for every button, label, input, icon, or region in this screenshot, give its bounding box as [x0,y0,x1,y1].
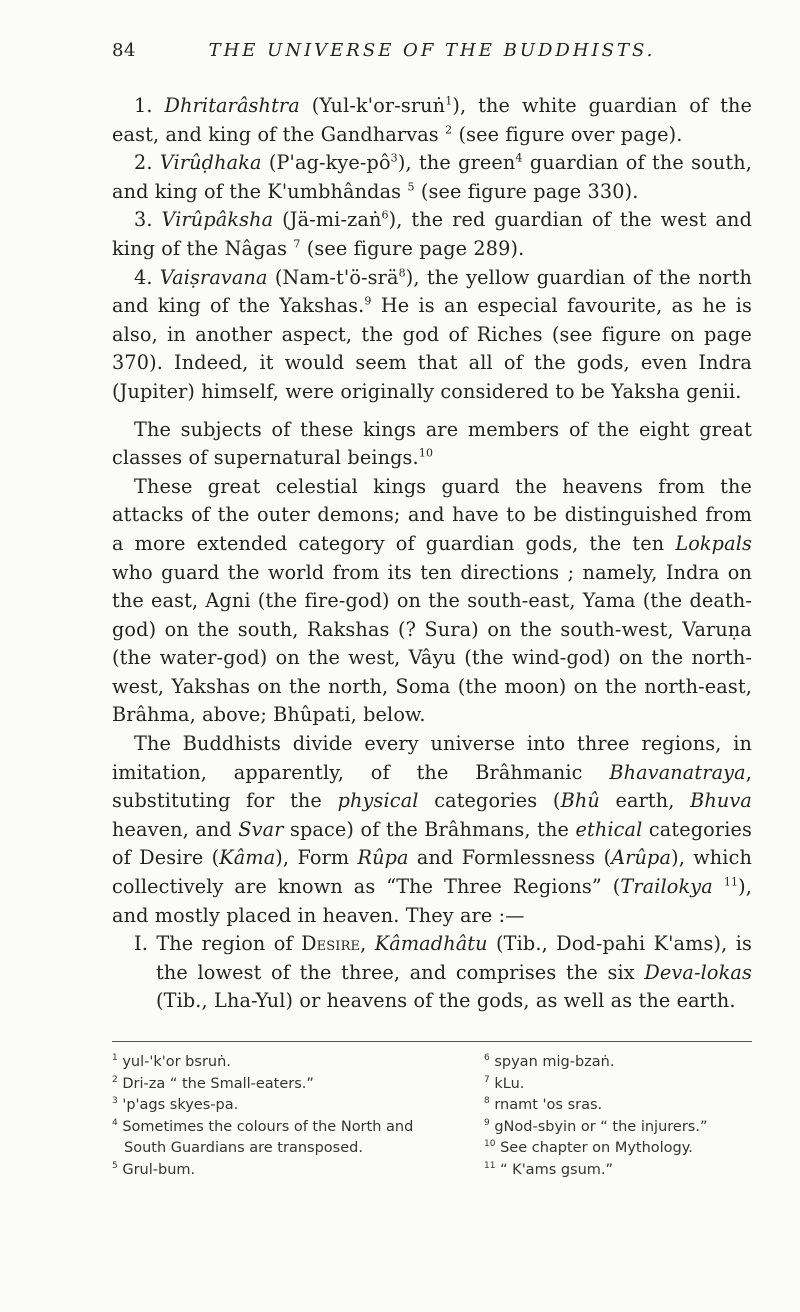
footnote-number: 10 [484,1139,496,1150]
footnote-divider [112,1041,752,1042]
paragraph-text: ), and mostly placed in heaven. They are :— [112,875,753,927]
footnote-number: 3 [112,1096,118,1107]
item-number: 4. [134,265,153,289]
term-kama: Kâma [219,846,276,870]
paragraph-text: who guard the world from its ten directions ; namely, Indra on the east, Agni (the fire-god) on the south-east, Yama (the death-god) on the south, Rakshas (? Sura) on the south-west, Varuṇa (the water-god) on the west, Vâyu (the wind-god) on the north-west, Yakshas on the north, Soma (the moon) on the north-east, Brâhma, above; Bhûpati, below. [112,560,752,727]
paragraph-text: , substituting for the [112,760,752,813]
footnote-text: gNod-sbyin or “ the injurers.” [494,1118,708,1135]
term-kamadhatu: Kâmadhâtu [374,932,488,956]
paragraph-text: The Buddhists divide every universe into three regions, in imitation, apparently, of the Brâhmanic [112,732,752,784]
item-text: ), the green [397,151,516,175]
footnote [112,1052,442,1074]
footnote-text: rnamt 'os sras. [494,1097,603,1113]
term-arupa: Arûpa [611,846,672,870]
paragraph-text: ), Form [275,846,358,870]
paragraph-text: ), which collectively are known as “The Three Regions” ( [112,846,752,899]
king-name: Virûpâksha [161,208,274,232]
item-text: ), the red guardian of the west and king of the Nâgas [112,208,753,260]
footnote [484,1095,752,1117]
item-text: (Jä-mi-zaṅ [273,208,382,232]
footnotes-right-column [484,1052,752,1181]
list-item-virudhaka [112,149,752,206]
footnote-ref: 11 [723,875,739,889]
footnote [112,1074,442,1096]
term-svar: Svar [238,817,284,841]
paragraph-subjects [112,416,752,473]
item-number: 1. [134,94,153,117]
footnote-text: Dri-za “ the Small-eaters.” [122,1075,314,1092]
footnote-number: 11 [484,1160,496,1171]
footnote-ref: 8 [398,266,406,280]
item-number: 3. [134,208,153,232]
page-header [112,40,752,68]
footnote-number: 6 [484,1053,490,1064]
footnote [484,1052,752,1074]
footnote-number: 7 [484,1074,490,1085]
king-name: Vaiṣravana [159,265,268,289]
footnote-number: 5 [112,1160,118,1171]
footnote-ref: 2 [445,123,453,137]
footnote [484,1074,752,1096]
paragraph-text: The region of [147,932,302,956]
term-bhavanatraya: Bhavanatraya [609,760,746,784]
item-text: (see figure page 330). [414,179,639,203]
paragraph-text: earth, [599,789,691,813]
footnote-number: 9 [484,1117,490,1128]
footnote-ref: 4 [515,151,523,165]
paragraph-text: categories of Desire ( [112,817,752,870]
item-text: ), the white guardian of the east, and king of the Gandharvas [112,94,753,146]
footnote [112,1117,442,1160]
item-text: (Yul-k'or-sruṅ [299,94,446,117]
king-name: Virûḍhaka [159,151,262,175]
paragraph-text: , [360,932,375,956]
item-text: ), the yellow guardian of the north and king of the Yakshas. [112,265,752,318]
term-lokpals: Lokpals [675,531,752,555]
body-text [112,92,752,1016]
item-text: (see figure over page). [452,122,683,146]
footnote-ref: 10 [418,446,434,460]
footnote [484,1160,752,1182]
paragraph-text: (Tib., Dod-pahi K'ams), is the lowest of the three, and comprises the six [156,932,752,984]
page-number: 84 [112,40,136,61]
footnote [112,1095,442,1117]
item-text: (P'ag-kye-pô [261,151,391,175]
footnote-ref: 5 [407,180,415,194]
paragraph-text: (Tib., Lha-Yul) or heavens of the gods, as well as the earth. [156,989,736,1013]
footnotes-left-column [112,1052,442,1181]
footnote-text: Sometimes the colours of the North and South Guardians are transposed. [122,1118,414,1156]
footnote-ref: 9 [364,294,372,308]
item-text: (Nam-t'ö-srä [267,265,399,289]
footnote-text: See chapter on Mythology. [500,1140,693,1156]
footnote-ref: 1 [445,94,453,108]
term-bhu: Bhû [560,789,600,813]
term-physical: physical [337,789,419,813]
footnote-text: yul-'k'or bsruṅ. [122,1054,231,1070]
footnote-text: Grul-bum. [122,1161,196,1178]
term-bhuva: Bhuva [690,789,752,813]
item-text: (see figure page 289). [300,236,525,260]
paragraph-celestial-kings [112,473,752,730]
footnote-ref: 6 [381,208,389,222]
list-item-dhritarashtra [112,92,752,149]
region-one-desire [112,930,752,1016]
item-text: He is an especial favourite, as he is also, in another aspect, the god of Riches (see figure on page 370). Indeed, it would seem that all of the gods, even Indra (Jupiter) himself, were originally considered to be Yaksha genii. [112,294,752,403]
item-number: 2. [134,151,153,175]
paragraph-text: categories ( [418,789,561,813]
footnote-number: 2 [112,1074,118,1085]
footnote-text: kLu. [494,1075,525,1092]
list-item-vaisravana [112,264,752,407]
paragraph-three-regions [112,730,752,930]
footnote-number: 1 [112,1053,118,1064]
king-name: Dhritarâshtra [164,94,300,117]
term-devalokas: Deva-lokas [644,960,752,984]
footnote-number: 8 [484,1096,490,1107]
item-text: guardian of the south, and king of the K'umbhândas [112,151,752,203]
footnote-text: spyan mig-bzaṅ. [494,1054,615,1070]
region-number: I. [134,932,148,956]
paragraph-text: space) of the Brâhmans, the [283,817,576,841]
paragraph-text: and Formlessness ( [408,846,612,870]
footnote [112,1160,442,1182]
footnote-ref: 7 [293,237,301,251]
term-rupa: Rûpa [357,846,409,870]
paragraph-text: heaven, and [112,817,239,841]
footnote-text: 'p'ags skyes-pa. [122,1097,239,1113]
term-ethical: ethical [575,817,643,841]
paragraph-text: These great celestial kings guard the heavens from the attacks of the outer demons; and have to be distinguished from a more extended category of guardian gods, the ten [112,474,752,555]
running-title: THE UNIVERSE OF THE BUDDHISTS. [208,40,656,61]
list-item-virupaksha [112,206,752,263]
footnote-number: 4 [112,1117,118,1128]
footnote [484,1138,752,1160]
term-desire: Desire [301,932,361,956]
term-trailokya: Trailokya [620,875,713,899]
footnote-ref: 3 [390,151,398,165]
paragraph-text: The subjects of these kings are members of the eight great classes of supernatural beings. [112,417,752,470]
footnote-text: “ K'ams gsum.” [500,1161,614,1178]
footnote [484,1117,752,1139]
